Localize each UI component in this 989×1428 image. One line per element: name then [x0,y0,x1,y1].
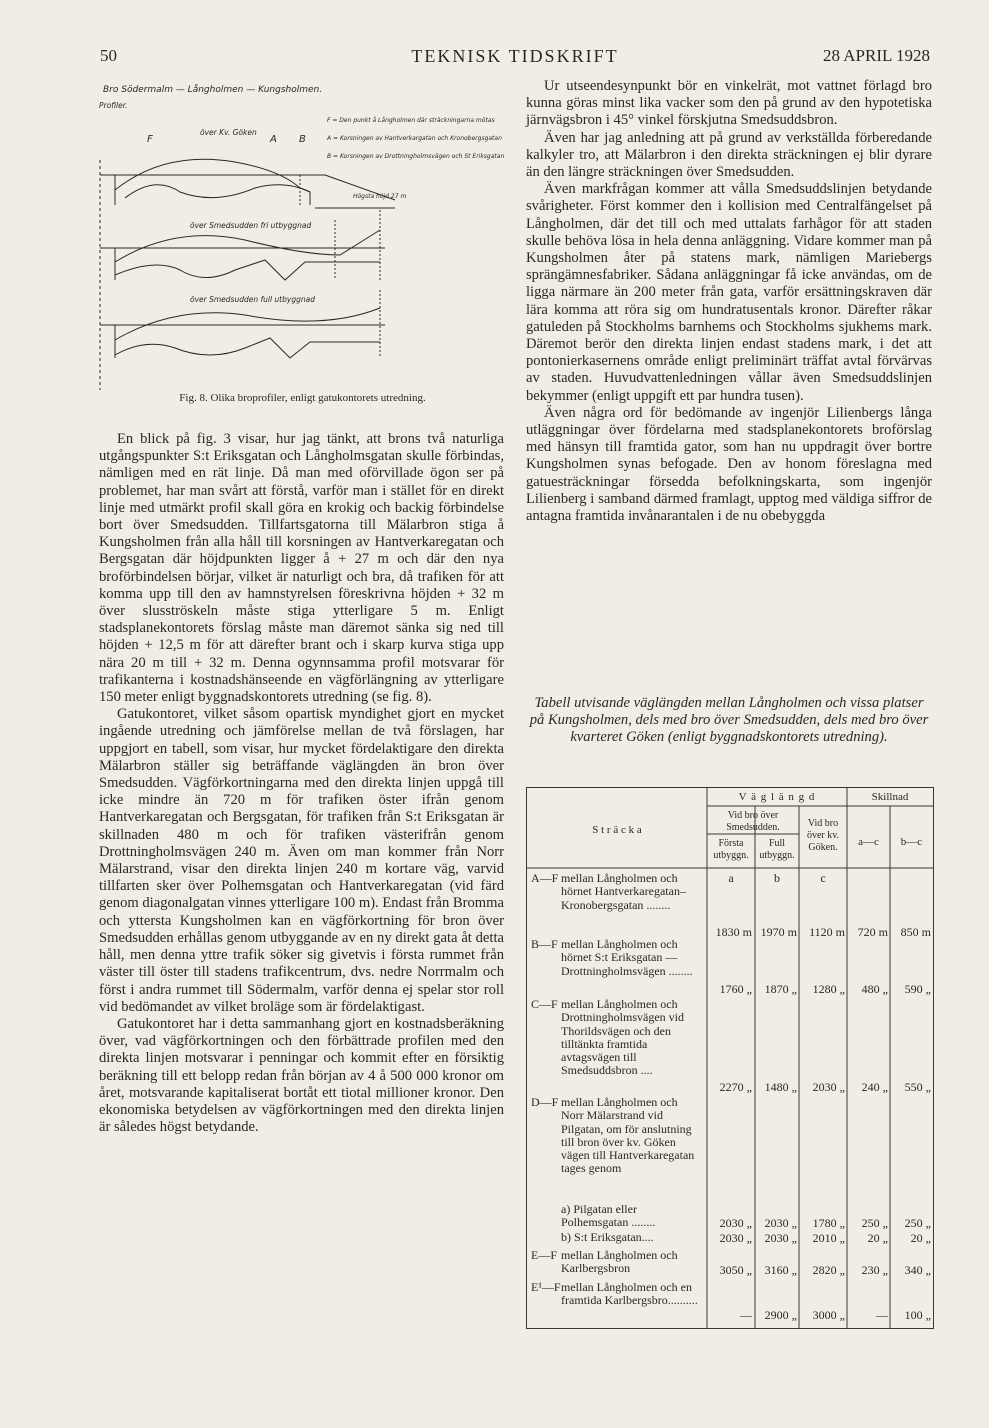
value-b-c: 100 „ [904,1308,931,1322]
value-b-c: 250 „ [904,1216,931,1230]
value-b: 1480 „ [764,1080,797,1094]
value-a-c: 250 „ [861,1216,888,1230]
figure-label-smeds1: över Smedsudden fri utbyggnad [190,221,312,230]
row-text: mellan Långholmen och hörnet Hantverkaregatan–Kronobergsgatan ........ [561,871,686,912]
journal-title: TEKNISK TIDSKRIFT [411,46,619,66]
value-a: — [740,1308,752,1322]
header-smedsudden: Vid bro över Smedsudden. [726,810,780,833]
paragraph: Ur utseendesynpunkt bör en vinkelrät, mot vattnet förlagd bro kunna göras minst lika vacker som den på grund av den hypotetiska järnvägsbron i 45° vinkel förskjutna Smedsuddsbron. [526,78,932,129]
row-text: mellan Långholmen och hörnet S:t Eriksgatan — Drottningholmsvägen ........ [561,937,693,978]
value-b-c: 590 „ [904,982,931,996]
value-b: 1970 m [760,925,797,939]
figure-label-goken: över Kv. Göken [200,128,257,137]
row-text: mellan Långholmen och Drottningholmsvägen vid Thorildsvägen och den tilltänkta framtida avtagsvägen till Smedsuddsbron .... [561,997,684,1078]
distance-table [526,787,934,1329]
value-a: 1830 m [715,925,752,939]
value-a-c: — [876,1308,888,1322]
value-a: 3050 „ [719,1263,752,1277]
header-forsta: Första utbyggn. [713,838,749,861]
figure-label-high: Högsta höjd 27 m [353,193,407,200]
value-b-c: 550 „ [904,1080,931,1094]
issue-date: 28 APRIL 1928 [822,46,930,65]
paragraph: Även markfrågan kommer att vålla Smedsuddslinjen betydande svårigheter. Först kommer den i kollision med Centralfängelset på Långholmen, där det till och med uttalats farhågor för att staden skulle behöva lösa in hela denna anläggning. Vidare kommer man på Kungsholmen åter på statens mark, nämligen Mariebergs sprängämnesfabriker. Sådana anläggningar få icke användas, om de ligga närmare än 200 meter från gata, varför ersättningskraven där lära komma att röra sig om hundratusentals kronor. Därefter råkar gatuleden på Stockholms barnhems och Stockholms sjukhems mark. Däremot berör den direkta linjen endast stadens mark, i det att pontonierkasernens område enligt preliminärt träffat avtal förvärvas av staden. Huvudvattenledningen vållar även Smedsuddslinjen bekymmer (enligt uppgift ett par hundra tusen). [526,181,932,404]
column-letter-b: b [774,871,780,885]
value-a: 2030 „ [719,1216,752,1230]
profile-drawing [95,80,515,400]
value-b-c: 850 m [900,925,931,939]
value-b-c: 340 „ [904,1263,931,1277]
paragraph: Gatukontoret har i detta sammanhang gjort en kostnadsberäkning över, vad vägförkortningen och den förbättrade profilen med den direkta linjen motsvarar i penningar och kommit efter en försiktig beräkning till ett belopp redan från början av 4 å 500 000 kronor om året, motsvarande kapitaliserat bortåt ett tiotal millioner kronor. Den ekonomiska betydelsen av vägförkortningen med den direkta linjen är således högst betydande. [99,1015,504,1136]
value-a-c: 480 „ [861,982,888,996]
row-code: E¹—F [531,1280,561,1294]
header-goken: Vid bro över kv. Göken. [806,818,840,853]
row-text: mellan Långholmen och Norr Mälarstrand vid Pilgatan, om för anslutning till bron över kv. Göken vägen till Hantverkaregatan tages genom [561,1095,695,1176]
value-c: 2820 „ [812,1263,845,1277]
value-a-c: 720 m [857,925,888,939]
value-b: 3160 „ [764,1263,797,1277]
value-b-c: 20 „ [910,1231,931,1245]
figure-letter-b: B [299,134,306,145]
left-column [99,431,504,1136]
figure-bridge-profiles [95,80,515,400]
page-header [100,46,930,72]
row-code: C—F [531,997,558,1011]
figure-letter-a: A [270,134,277,145]
row-text: b) S:t Eriksgatan.... [561,1230,654,1244]
value-b: 2900 „ [764,1308,797,1322]
value-c: 2030 „ [812,1080,845,1094]
value-a-c: 240 „ [861,1080,888,1094]
value-b: 2030 „ [764,1216,797,1230]
row-code: B—F [531,937,558,951]
row-code: A—F [531,871,559,885]
figure-legend-a: A = Korsningen av Hantverkargatan och Kronobergsgatan [327,135,502,142]
row-text: mellan Långholmen och Karlbergsbron [561,1248,678,1276]
profile-lines [100,159,395,390]
value-c: 3000 „ [812,1308,845,1322]
figure-legend-f: F = Den punkt å Långholmen där sträckningarna mötas [327,117,495,124]
value-a: 2030 „ [719,1231,752,1245]
figure-legend-b: B = Korsningen av Drottningholmsvägen och St Eriksgatan [327,153,505,160]
column-letter-a: a [728,871,734,885]
paragraph: Gatukontoret, vilket såsom opartisk myndighet gjort en mycket ingående utredning och jämförelse mellan de två förslagen, har uppgjort en tabell, som visar, hur mycket fördelaktigare den direkta Mälarbron ställer sig beträffande väglängden än bron över Smedsudden. Vägförkortningarna med den direkta linjen uppgå till icke mindre än 720 m för trafiken öster ifrån genom Hantverkaregatan och Bergsgatan, för trafiken från S:t Eriksgatan är skillnaden 480 m och för trafiken västerifrån genom Drottningholmsvägen 240 m. Även om man kommer från Norr Mälarstrand, visar den direkta linjen 240 m kortare väg, varvid tillfarten sker över Polhemsgatan och Hantverkaregatan (vid färd genom diagonalgatan vinnes ytterligare 100 m). Endast från Bromma och yttersta Kungsholmen kan en vägförkortning för bron över Smedsudden erhållas genom utbyggande av en ny direkt gata åt detta håll, men denna yttre trafik söker sig givetvis i första rummet från väster till öster till stadens trafikcentrum, dvs. nedre Norrmalm och först i andra rummet till Södermalm, varför denna ej spelar stor roll vid bedömandet av vilket broläge som är fördelaktigast. [99,706,504,1015]
paragraph: Även några ord för bedömande av ingenjör Lilienbergs långa utläggningar över fördelarna med stadsplanekontorets broförslag med hänsyn till framtida gator, som han nu uppdragit över bortre Kungsholmen synas befogade. Den av honom föreslagna med gatuesträckningar försedda befolkningskarta, som ingenjör Lilienberg i samband därmed framlagt, upptog med väldiga siffror de antagna framtida invånarantalen i de nu obebyggda [526,404,932,525]
column-letter-c: c [820,871,826,885]
row-text: mellan Långholmen och en framtida Karlbergsbro.......... [561,1280,698,1308]
row-text: a) Pilgatan eller Polhemsgatan ........ [561,1202,656,1230]
figure-letter-f: F [147,134,153,145]
header-skillnad: Skillnad [871,791,909,803]
header-full: Full utbyggn. [759,838,795,861]
value-b: 1870 „ [764,982,797,996]
paragraph: Även har jag anledning att på grund av verkställda förberedande kalkyler tro, att Mälarbron i den direkta sträckningen ej blir dyrare än den längre sträckningen över Smedsudden. [526,129,932,181]
paragraph: En blick på fig. 3 visar, hur jag tänkt, att brons två naturliga utgångspunkter S:t Eriksgatan och Långholmsgatan skulle förbindas, nämligen med en rät linje. Då man med oförvillade ögon ser på problemet, har man svårt att förstå, varför man i stället för en direkt linje med utmärkt profil skall göra en krokig och backig förbindelse bort över Smedsudden. Tillfartsgatorna till Mälarbron stiga å Kungsholmen från alla håll till korsningen av Hantverkaregatan och Bergsgatan där höjdpunkten ligger å + 27 m och där den nya broförbindelsen börjar, vilket är naturligt och bra, då trafiken för att komma upp till den av hamnstyrelsen föreskrivna höjden + 32 m över slusströskeln måste stiga ytterligare 5 m. Enligt stadsplanekontorets förslag måste man däremot sänka sig ned till höjden + 12,5 m för att därefter brant och i skarp kurva stiga upp nära 20 m till + 32 m. Denna ogynnsamma profil motsvarar för trafikanterna i kostnadshänseende en vägförlängning av ytterligare 150 meter enligt byggnadskontorets utredning (se fig. 8). [99,431,504,706]
page-number: 50 [100,46,117,65]
right-column [526,78,932,525]
figure-caption: Fig. 8. Olika broprofiler, enligt gatukontorets utredning. [179,392,426,404]
header-a-c: a—c [858,836,879,848]
value-c: 1280 „ [812,982,845,996]
value-c: 2010 „ [812,1231,845,1245]
value-a-c: 230 „ [861,1263,888,1277]
row-code: E—F [531,1248,558,1262]
table-title: Tabell utvisande väglängden mellan Långholmen och vissa platser på Kungsholmen, dels med bro över Smedsudden, dels med bro över kvarteret Göken (enligt byggnadskontorets utredning). [529,695,929,745]
figure-title: Bro Södermalm — Långholmen — Kungsholmen. [103,85,323,95]
figure-subtitle: Profiler. [99,101,128,110]
header-stracka: S t r ä c k a [592,824,642,836]
figure-label-smeds2: över Smedsudden full utbyggnad [190,295,315,304]
header-b-c: b—c [900,836,923,848]
header-vaglangd: V ä g l ä n g d [738,791,816,803]
value-c: 1120 m [809,925,845,939]
row-code: D—F [531,1095,559,1109]
value-a: 2270 „ [719,1080,752,1094]
value-b: 2030 „ [764,1231,797,1245]
value-c: 1780 „ [812,1216,845,1230]
value-a-c: 20 „ [867,1231,888,1245]
value-a: 1760 „ [719,982,752,996]
